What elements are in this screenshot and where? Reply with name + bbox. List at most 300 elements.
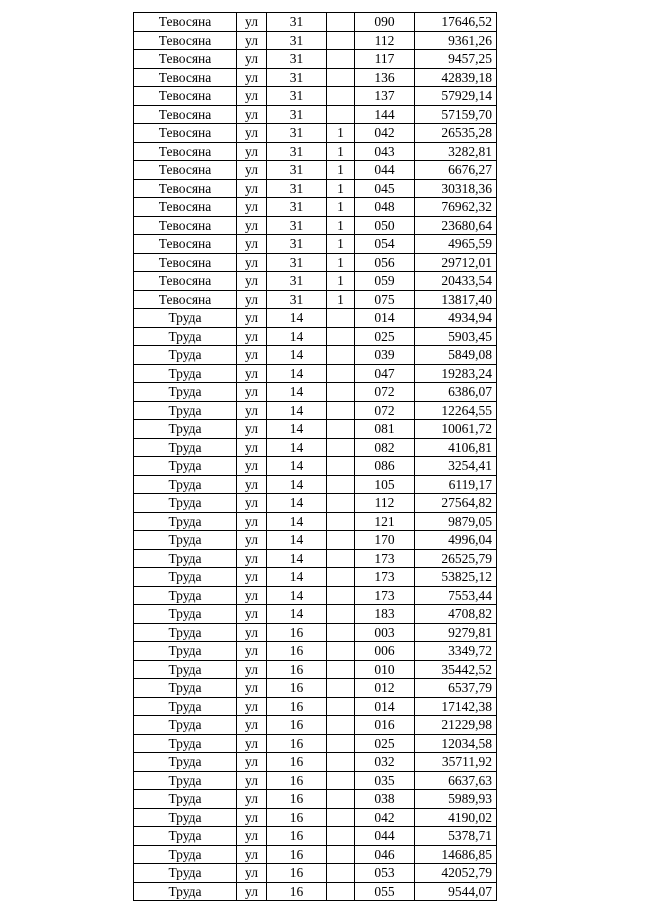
table-row: [134, 827, 497, 846]
street-type-cell: ул: [237, 790, 267, 809]
amount-cell: 76962,32: [415, 198, 497, 217]
amount-cell: 26535,28: [415, 124, 497, 143]
table-row: [134, 531, 497, 550]
building-cell: [327, 845, 355, 864]
amount-cell: 9544,07: [415, 882, 497, 901]
table-row: [134, 161, 497, 180]
amount-cell: 4190,02: [415, 808, 497, 827]
house-number-cell: 14: [267, 438, 327, 457]
building-cell: 1: [327, 253, 355, 272]
amount-cell: 21229,98: [415, 716, 497, 735]
table-row: [134, 346, 497, 365]
amount-cell: 6676,27: [415, 161, 497, 180]
house-number-cell: 31: [267, 31, 327, 50]
street-cell: Труда: [134, 697, 237, 716]
street-cell: Труда: [134, 549, 237, 568]
house-number-cell: 16: [267, 845, 327, 864]
apartment-cell: 173: [355, 549, 415, 568]
amount-cell: 19283,24: [415, 364, 497, 383]
apartment-cell: 025: [355, 734, 415, 753]
house-number-cell: 16: [267, 623, 327, 642]
house-number-cell: 31: [267, 179, 327, 198]
amount-cell: 7553,44: [415, 586, 497, 605]
amount-cell: 23680,64: [415, 216, 497, 235]
street-cell: Труда: [134, 845, 237, 864]
street-type-cell: ул: [237, 549, 267, 568]
street-cell: Тевосяна: [134, 105, 237, 124]
building-cell: [327, 827, 355, 846]
amount-cell: 6119,17: [415, 475, 497, 494]
building-cell: 1: [327, 124, 355, 143]
apartment-cell: 081: [355, 420, 415, 439]
table-row: [134, 142, 497, 161]
street-type-cell: ул: [237, 68, 267, 87]
house-number-cell: 14: [267, 401, 327, 420]
building-cell: [327, 346, 355, 365]
building-cell: [327, 494, 355, 513]
street-cell: Труда: [134, 660, 237, 679]
street-cell: Труда: [134, 512, 237, 531]
street-cell: Труда: [134, 531, 237, 550]
street-cell: Тевосяна: [134, 253, 237, 272]
apartment-cell: 082: [355, 438, 415, 457]
street-type-cell: ул: [237, 475, 267, 494]
street-cell: Труда: [134, 716, 237, 735]
street-type-cell: ул: [237, 438, 267, 457]
amount-cell: 5849,08: [415, 346, 497, 365]
table-row: [134, 864, 497, 883]
amount-cell: 57159,70: [415, 105, 497, 124]
street-type-cell: ул: [237, 512, 267, 531]
building-cell: [327, 734, 355, 753]
building-cell: [327, 808, 355, 827]
house-number-cell: 31: [267, 68, 327, 87]
street-type-cell: ул: [237, 401, 267, 420]
street-type-cell: ул: [237, 660, 267, 679]
apartment-cell: 112: [355, 31, 415, 50]
apartment-cell: 072: [355, 401, 415, 420]
street-cell: Труда: [134, 309, 237, 328]
apartment-cell: 170: [355, 531, 415, 550]
house-number-cell: 16: [267, 697, 327, 716]
apartment-cell: 137: [355, 87, 415, 106]
apartment-cell: 025: [355, 327, 415, 346]
street-type-cell: ул: [237, 586, 267, 605]
street-cell: Труда: [134, 790, 237, 809]
table-row: [134, 309, 497, 328]
apartment-cell: 046: [355, 845, 415, 864]
street-type-cell: ул: [237, 420, 267, 439]
table-row: [134, 734, 497, 753]
apartment-cell: 016: [355, 716, 415, 735]
building-cell: [327, 697, 355, 716]
apartment-cell: 010: [355, 660, 415, 679]
street-type-cell: ул: [237, 882, 267, 901]
apartment-cell: 173: [355, 586, 415, 605]
table-row: [134, 642, 497, 661]
street-cell: Тевосяна: [134, 216, 237, 235]
street-type-cell: ул: [237, 290, 267, 309]
house-number-cell: 14: [267, 531, 327, 550]
house-number-cell: 16: [267, 734, 327, 753]
street-cell: Труда: [134, 827, 237, 846]
amount-cell: 4708,82: [415, 605, 497, 624]
building-cell: [327, 605, 355, 624]
house-number-cell: 14: [267, 383, 327, 402]
house-number-cell: 31: [267, 105, 327, 124]
amount-cell: 53825,12: [415, 568, 497, 587]
apartment-cell: 056: [355, 253, 415, 272]
amount-cell: 42839,18: [415, 68, 497, 87]
amount-cell: 35711,92: [415, 753, 497, 772]
house-number-cell: 16: [267, 679, 327, 698]
street-cell: Тевосяна: [134, 31, 237, 50]
street-type-cell: ул: [237, 568, 267, 587]
house-number-cell: 31: [267, 87, 327, 106]
apartment-cell: 014: [355, 309, 415, 328]
street-type-cell: ул: [237, 272, 267, 291]
house-number-cell: 16: [267, 642, 327, 661]
table-row: [134, 31, 497, 50]
street-type-cell: ул: [237, 161, 267, 180]
street-type-cell: ул: [237, 864, 267, 883]
street-cell: Труда: [134, 327, 237, 346]
street-cell: Тевосяна: [134, 272, 237, 291]
table-row: [134, 364, 497, 383]
house-number-cell: 16: [267, 771, 327, 790]
street-cell: Труда: [134, 623, 237, 642]
building-cell: [327, 771, 355, 790]
apartment-cell: 090: [355, 13, 415, 32]
apartment-cell: 072: [355, 383, 415, 402]
building-cell: 1: [327, 161, 355, 180]
table-row: [134, 753, 497, 772]
amount-cell: 6537,79: [415, 679, 497, 698]
table-row: [134, 568, 497, 587]
house-number-cell: 14: [267, 605, 327, 624]
apartment-cell: 047: [355, 364, 415, 383]
street-cell: Тевосяна: [134, 124, 237, 143]
street-cell: Тевосяна: [134, 13, 237, 32]
street-cell: Труда: [134, 568, 237, 587]
amount-cell: 9879,05: [415, 512, 497, 531]
street-cell: Труда: [134, 771, 237, 790]
table-row: [134, 290, 497, 309]
house-number-cell: 16: [267, 753, 327, 772]
table-row: [134, 105, 497, 124]
street-cell: Труда: [134, 475, 237, 494]
apartment-cell: 032: [355, 753, 415, 772]
building-cell: [327, 642, 355, 661]
street-cell: Тевосяна: [134, 161, 237, 180]
building-cell: [327, 309, 355, 328]
building-cell: [327, 105, 355, 124]
debt-table-body: [134, 13, 497, 901]
table-row: [134, 697, 497, 716]
table-row: [134, 679, 497, 698]
table-row: [134, 494, 497, 513]
street-type-cell: ул: [237, 346, 267, 365]
amount-cell: 6637,63: [415, 771, 497, 790]
house-number-cell: 16: [267, 827, 327, 846]
amount-cell: 20433,54: [415, 272, 497, 291]
house-number-cell: 14: [267, 327, 327, 346]
amount-cell: 14686,85: [415, 845, 497, 864]
table-row: [134, 771, 497, 790]
building-cell: 1: [327, 142, 355, 161]
street-type-cell: ул: [237, 623, 267, 642]
apartment-cell: 042: [355, 808, 415, 827]
building-cell: [327, 531, 355, 550]
building-cell: [327, 623, 355, 642]
table-row: [134, 235, 497, 254]
apartment-cell: 014: [355, 697, 415, 716]
house-number-cell: 14: [267, 364, 327, 383]
table-row: [134, 475, 497, 494]
amount-cell: 27564,82: [415, 494, 497, 513]
street-cell: Труда: [134, 864, 237, 883]
table-row: [134, 87, 497, 106]
apartment-cell: 144: [355, 105, 415, 124]
table-row: [134, 272, 497, 291]
apartment-cell: 039: [355, 346, 415, 365]
street-cell: Труда: [134, 808, 237, 827]
street-cell: Тевосяна: [134, 68, 237, 87]
amount-cell: 12264,55: [415, 401, 497, 420]
street-type-cell: ул: [237, 235, 267, 254]
amount-cell: 4965,59: [415, 235, 497, 254]
table-row: [134, 438, 497, 457]
street-type-cell: ул: [237, 716, 267, 735]
table-row: [134, 549, 497, 568]
street-cell: Труда: [134, 642, 237, 661]
apartment-cell: 117: [355, 50, 415, 69]
apartment-cell: 112: [355, 494, 415, 513]
street-cell: Труда: [134, 346, 237, 365]
apartment-cell: 050: [355, 216, 415, 235]
street-cell: Труда: [134, 494, 237, 513]
building-cell: [327, 679, 355, 698]
house-number-cell: 31: [267, 13, 327, 32]
street-type-cell: ул: [237, 216, 267, 235]
amount-cell: 4934,94: [415, 309, 497, 328]
building-cell: [327, 457, 355, 476]
street-cell: Тевосяна: [134, 142, 237, 161]
table-row: [134, 808, 497, 827]
table-row: [134, 124, 497, 143]
house-number-cell: 16: [267, 864, 327, 883]
house-number-cell: 14: [267, 309, 327, 328]
building-cell: [327, 660, 355, 679]
amount-cell: 57929,14: [415, 87, 497, 106]
street-type-cell: ул: [237, 808, 267, 827]
street-cell: Труда: [134, 364, 237, 383]
house-number-cell: 31: [267, 272, 327, 291]
building-cell: [327, 327, 355, 346]
table-row: [134, 512, 497, 531]
table-row: [134, 68, 497, 87]
street-type-cell: ул: [237, 124, 267, 143]
building-cell: [327, 549, 355, 568]
house-number-cell: 14: [267, 475, 327, 494]
street-type-cell: ул: [237, 142, 267, 161]
amount-cell: 35442,52: [415, 660, 497, 679]
amount-cell: 42052,79: [415, 864, 497, 883]
apartment-cell: 043: [355, 142, 415, 161]
apartment-cell: 055: [355, 882, 415, 901]
amount-cell: 9279,81: [415, 623, 497, 642]
street-type-cell: ул: [237, 383, 267, 402]
apartment-cell: 054: [355, 235, 415, 254]
street-cell: Труда: [134, 679, 237, 698]
street-cell: Труда: [134, 383, 237, 402]
house-number-cell: 31: [267, 216, 327, 235]
apartment-cell: 038: [355, 790, 415, 809]
amount-cell: 30318,36: [415, 179, 497, 198]
amount-cell: 13817,40: [415, 290, 497, 309]
house-number-cell: 16: [267, 660, 327, 679]
street-type-cell: ул: [237, 679, 267, 698]
house-number-cell: 14: [267, 512, 327, 531]
street-type-cell: ул: [237, 50, 267, 69]
building-cell: [327, 753, 355, 772]
street-cell: Труда: [134, 457, 237, 476]
street-type-cell: ул: [237, 734, 267, 753]
street-cell: Труда: [134, 734, 237, 753]
building-cell: [327, 50, 355, 69]
table-row: [134, 605, 497, 624]
apartment-cell: 045: [355, 179, 415, 198]
building-cell: [327, 512, 355, 531]
street-type-cell: ул: [237, 105, 267, 124]
house-number-cell: 31: [267, 50, 327, 69]
house-number-cell: 14: [267, 549, 327, 568]
amount-cell: 3254,41: [415, 457, 497, 476]
building-cell: 1: [327, 272, 355, 291]
building-cell: [327, 87, 355, 106]
amount-cell: 3349,72: [415, 642, 497, 661]
street-cell: Тевосяна: [134, 179, 237, 198]
house-number-cell: 31: [267, 290, 327, 309]
street-cell: Труда: [134, 401, 237, 420]
house-number-cell: 31: [267, 161, 327, 180]
table-row: [134, 790, 497, 809]
apartment-cell: 086: [355, 457, 415, 476]
table-row: [134, 179, 497, 198]
house-number-cell: 16: [267, 882, 327, 901]
amount-cell: 6386,07: [415, 383, 497, 402]
building-cell: [327, 364, 355, 383]
street-type-cell: ул: [237, 642, 267, 661]
table-row: [134, 660, 497, 679]
apartment-cell: 121: [355, 512, 415, 531]
apartment-cell: 075: [355, 290, 415, 309]
street-cell: Труда: [134, 882, 237, 901]
street-cell: Труда: [134, 586, 237, 605]
table-row: [134, 13, 497, 32]
street-cell: Труда: [134, 420, 237, 439]
street-type-cell: ул: [237, 309, 267, 328]
building-cell: 1: [327, 235, 355, 254]
house-number-cell: 31: [267, 235, 327, 254]
house-number-cell: 14: [267, 346, 327, 365]
table-row: [134, 401, 497, 420]
building-cell: 1: [327, 198, 355, 217]
street-type-cell: ул: [237, 827, 267, 846]
house-number-cell: 31: [267, 124, 327, 143]
street-cell: Тевосяна: [134, 50, 237, 69]
street-type-cell: ул: [237, 31, 267, 50]
house-number-cell: 14: [267, 568, 327, 587]
street-cell: Труда: [134, 605, 237, 624]
house-number-cell: 31: [267, 142, 327, 161]
house-number-cell: 14: [267, 494, 327, 513]
apartment-cell: 183: [355, 605, 415, 624]
building-cell: [327, 882, 355, 901]
building-cell: [327, 586, 355, 605]
amount-cell: 4106,81: [415, 438, 497, 457]
street-type-cell: ул: [237, 13, 267, 32]
apartment-cell: 044: [355, 827, 415, 846]
amount-cell: 12034,58: [415, 734, 497, 753]
street-type-cell: ул: [237, 253, 267, 272]
house-number-cell: 31: [267, 253, 327, 272]
amount-cell: 29712,01: [415, 253, 497, 272]
building-cell: 1: [327, 290, 355, 309]
house-number-cell: 16: [267, 716, 327, 735]
street-cell: Тевосяна: [134, 198, 237, 217]
table-row: [134, 623, 497, 642]
amount-cell: 17646,52: [415, 13, 497, 32]
street-type-cell: ул: [237, 179, 267, 198]
table-row: [134, 457, 497, 476]
street-type-cell: ул: [237, 605, 267, 624]
apartment-cell: 136: [355, 68, 415, 87]
table-row: [134, 420, 497, 439]
apartment-cell: 105: [355, 475, 415, 494]
amount-cell: 5903,45: [415, 327, 497, 346]
table-row: [134, 327, 497, 346]
table-row: [134, 882, 497, 901]
amount-cell: 4996,04: [415, 531, 497, 550]
table-row: [134, 198, 497, 217]
amount-cell: 5989,93: [415, 790, 497, 809]
debt-table: [133, 12, 497, 901]
building-cell: [327, 420, 355, 439]
amount-cell: 26525,79: [415, 549, 497, 568]
house-number-cell: 14: [267, 457, 327, 476]
table-row: [134, 50, 497, 69]
street-type-cell: ул: [237, 845, 267, 864]
street-cell: Тевосяна: [134, 290, 237, 309]
building-cell: [327, 31, 355, 50]
building-cell: [327, 864, 355, 883]
street-type-cell: ул: [237, 771, 267, 790]
table-row: [134, 845, 497, 864]
apartment-cell: 003: [355, 623, 415, 642]
street-type-cell: ул: [237, 87, 267, 106]
house-number-cell: 31: [267, 198, 327, 217]
street-type-cell: ул: [237, 457, 267, 476]
building-cell: [327, 383, 355, 402]
apartment-cell: 048: [355, 198, 415, 217]
building-cell: [327, 790, 355, 809]
house-number-cell: 14: [267, 420, 327, 439]
building-cell: [327, 401, 355, 420]
street-type-cell: ул: [237, 364, 267, 383]
amount-cell: 3282,81: [415, 142, 497, 161]
table-row: [134, 383, 497, 402]
